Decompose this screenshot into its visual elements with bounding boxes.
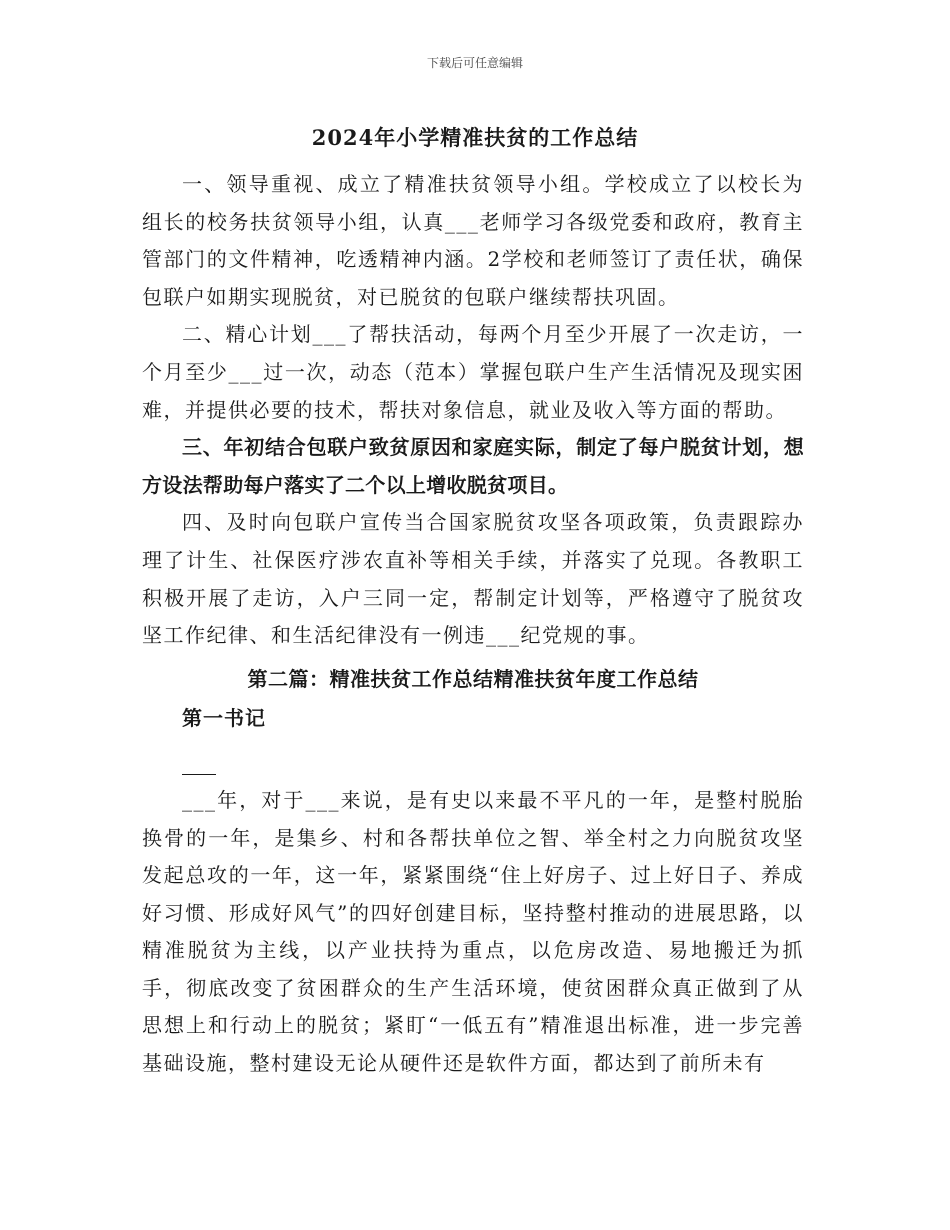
document-title: 2024年小学精准扶贫的工作总结 [311, 125, 639, 150]
blank-underline [182, 752, 216, 775]
paragraph-2: 二、精心计划___了帮扶活动，每两个月至少开展了一次走访，一个月至少___过一次，动态（范本）掌握包联户生产生活情况及现实困难，并提供必要的技术，帮扶对象信息，就业及收入等方面的帮助。 [142, 322, 804, 422]
paragraph-4: 四、及时向包联户宣传当合国家脱贫攻坚各项政策，负责跟踪办理了计生、社保医疗涉农直补等相关手续，并落实了兑现。各教职工积极开展了走访，入户三同一定，帮制定计划等，严格遵守了脱贫攻坚工作纪律、和生活纪律没有一例违___纪党规的事。 [142, 510, 804, 648]
paragraph-3: 三、年初结合包联户致贫原因和家庭实际，制定了每户脱贫计划，想方设法帮助每户落实了二个以上增收脱贫项目。 [142, 435, 804, 497]
header-note: 下载后可任意编辑 [426, 56, 523, 70]
section-title: 第二篇：精准扶贫工作总结精准扶贫年度工作总结 [247, 666, 699, 691]
paragraph-1: 一、领导重视、成立了精准扶贫领导小组。学校成立了以校长为组长的校务扶贫领导小组，认真___老师学习各级党委和政府，教育主管部门的文件精神，吃透精神内涵。2学校和老师签订了责任状，确保包联户如期实现脱贫，对已脱贫的包联户继续帮扶巩固。 [142, 172, 804, 309]
document-body [142, 166, 804, 1083]
blank-line [142, 744, 804, 782]
sub-heading: 第一书记 [182, 706, 266, 731]
final-paragraph: ___年，对于___来说，是有史以来最不平凡的一年，是整村脱胎换骨的一年，是集乡、村和各帮扶单位之智、举全村之力向脱贫攻坚发起总攻的一年，这一年，紧紧围绕“住上好房子、过上好日子、养成好习惯、形成好风气”的四好创建目标，坚持整村推动的进展思路，以精准脱贫为主线，以产业扶持为重点，以危房改造、易地搬迁为抓手，彻底改变了贫困群众的生产生活环境，使贫困群众真正做到了从思想上和行动上的脱贫；紧盯“一低五有”精准退出标准，进一步完善基础设施，整村建设无论从硬件还是软件方面，都达到了前所未有 [142, 787, 804, 1076]
